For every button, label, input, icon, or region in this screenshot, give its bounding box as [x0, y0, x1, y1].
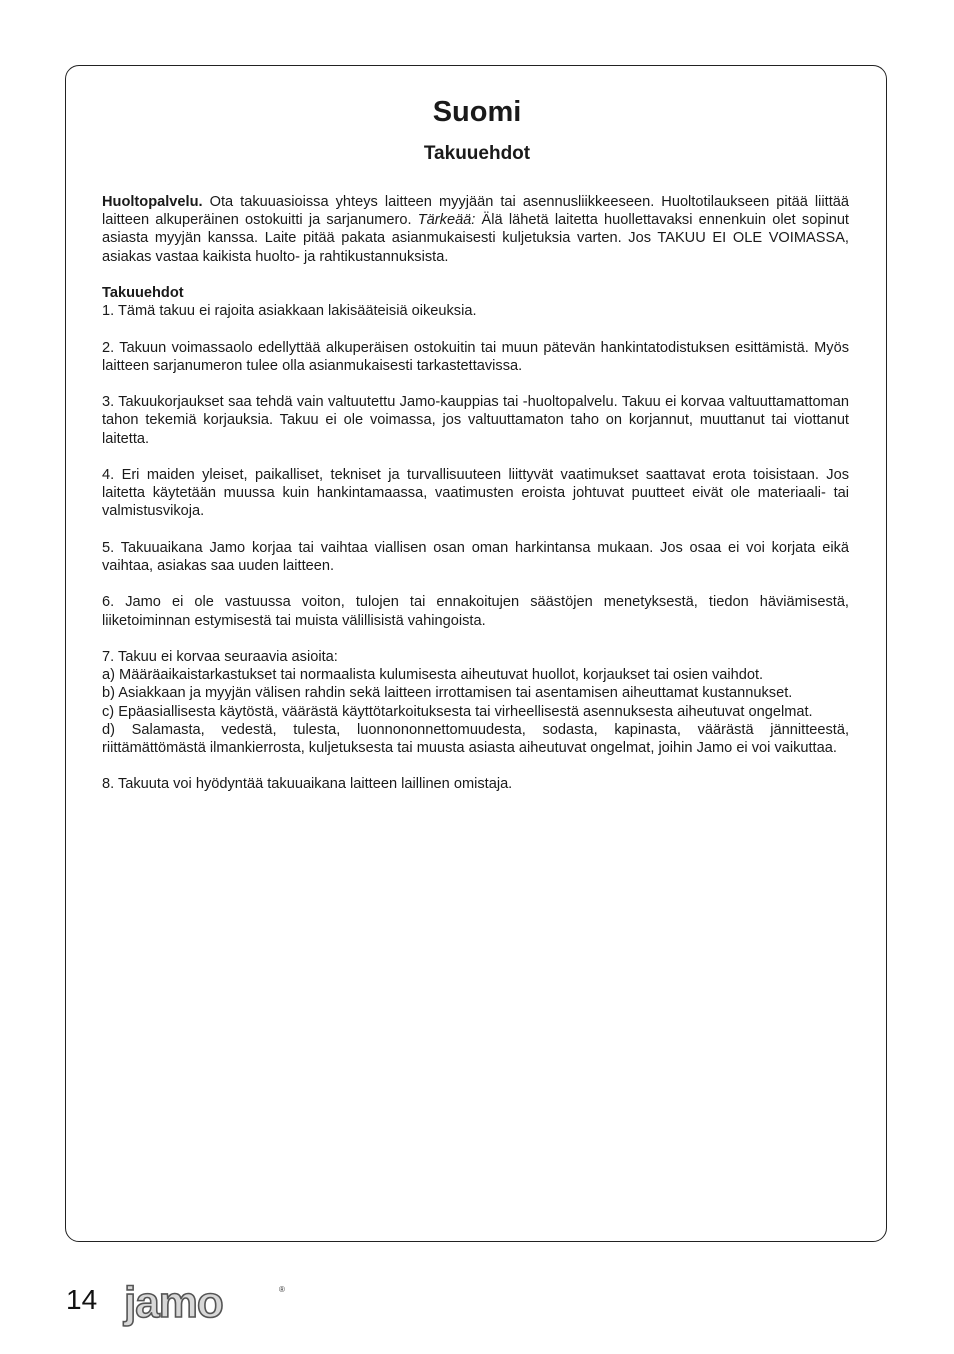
intro-important: Tärkeää:	[417, 212, 476, 229]
page-title: Suomi	[432, 96, 522, 128]
term-1: 1. Tämä takuu ei rajoita asiakkaan lakisääteisiä oikeuksia.	[102, 303, 477, 320]
intro-text-2: Älä lähetä laitetta huollettavaksi ennenkuin olet sopinut asiasta myyjän kanssa. Laite pitää pakata asianmukaisesti kuljetuksia varten. Jos TAKUU EI OLE VOIMASSA, asiakas vastaa kaikista huolto- ja rahtikustannuksista.	[102, 212, 849, 265]
term-8: 8. Takuuta voi hyödyntää takuuaikana laitteen laillinen omistaja.	[102, 776, 513, 793]
warranty-text	[102, 193, 849, 812]
jamo-logo	[122, 1281, 288, 1327]
term-7-c: c) Epäasiallisesta käytöstä, väärästä käyttötarkoituksesta tai virheellisestä asennuksesta aiheutuvat ongelmat.	[102, 703, 813, 720]
intro-lead: Huoltopalvelu.	[102, 194, 203, 210]
terms-heading-label: Takuuehdot	[102, 285, 184, 301]
term-7-d: d) Salamasta, vedestä, tulesta, luonnononnettomuudesta, sodasta, kapinasta, väärästä jännitteestä, riittämättömästä ilmankierrosta, kuljetuksesta tai muusta asiasta aiheutuvat ongelmat, joihin Jamo ei voi vaikuttaa.	[102, 721, 849, 756]
term-7-a: a) Määräaikaistarkastukset tai normaalista kulumisesta aiheutuvat huollot, korjaukset tai osien vaihdot.	[102, 667, 764, 684]
term-7-intro: 7. Takuu ei korvaa seuraavia asioita:	[102, 648, 338, 665]
term-7-b: b) Asiakkaan ja myyjän välisen rahdin sekä laitteen irrottamisen tai asentamisen aiheuttamat kustannukset.	[102, 685, 793, 702]
term-5: 5. Takuuaikana Jamo korjaa tai vaihtaa viallisen osan oman harkintansa mukaan. Jos osaa ei voi korjata eikä vaihtaa, asiakas saa uuden laitteen.	[102, 539, 849, 574]
intro-text-1: Ota takuuasioissa yhteys laitteen myyjään tai asennusliikkeeseen. Huoltotilaukseen pitää liittää laitteen alkuperäinen ostokuitti ja sarjanumero.	[102, 194, 849, 229]
page-subtitle: Takuuehdot	[423, 143, 531, 164]
page-number: 14	[66, 1284, 98, 1315]
term-2: 2. Takuun voimassaolo edellyttää alkuperäisen ostokuitin tai muun pätevän hankintatodistuksen esittämistä. Myös laitteen sarjanumeron tulee olla asianmukaisesti tarkastettavissa.	[102, 339, 849, 374]
term-4: 4. Eri maiden yleiset, paikalliset, tekniset ja turvallisuuteen liittyvät vaatimukset saattavat erota toisistaan. Jos laitetta käytetään muussa kuin hankintamaassa, vaatimusten eroista johtuvat puutteet eivät ole materiaali- tai valmistusvikoja.	[102, 466, 849, 520]
logo-wordmark: jamo	[124, 1281, 223, 1327]
logo-registered-mark: ®	[279, 1285, 285, 1294]
term-3: 3. Takuukorjaukset saa tehdä vain valtuutettu Jamo-kauppias tai -huoltopalvelu. Takuu ei korvaa valtuuttamattoman tahon tekemiä korjauksia. Takuu ei ole voimassa, jos valtuuttamaton taho on korjannut, muuttanut tai viottanut laitetta.	[102, 394, 849, 447]
term-6: 6. Jamo ei ole vastuussa voiton, tulojen tai ennakoitujen säästöjen menetyksestä, tiedon häviämisestä, liiketoiminnan estymisestä tai muista välillisistä vahingoista.	[102, 594, 849, 629]
terms-heading	[102, 284, 849, 302]
intro-paragraph	[102, 193, 849, 266]
